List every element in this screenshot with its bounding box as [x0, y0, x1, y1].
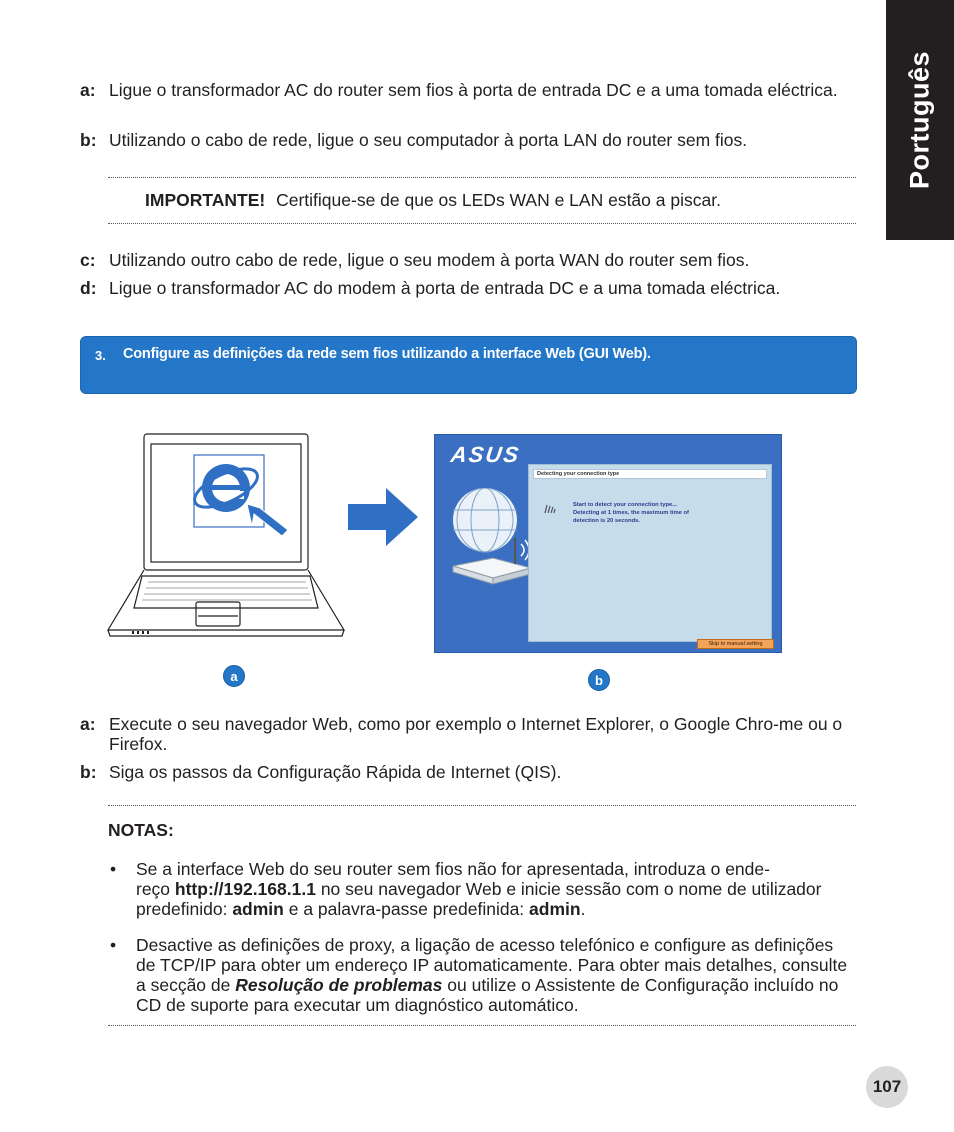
skip-manual-setting-button[interactable]: Skip to manual setting	[697, 639, 774, 649]
step-b-lan	[80, 130, 860, 150]
divider	[108, 177, 856, 178]
step-3-title: Configure as definições da rede sem fios utilizando a interface Web (GUI Web).	[123, 346, 651, 362]
step-label: a:	[80, 80, 96, 100]
step-c-wan	[80, 250, 860, 270]
detection-line: Detecting at 1 times, the maximum time of	[573, 510, 689, 516]
step-text: Utilizando outro cabo de rede, ligue o seu modem à porta WAN do router sem fios.	[109, 250, 750, 270]
step-label: c:	[80, 250, 96, 270]
page-number: 107	[866, 1066, 908, 1108]
laptop-illustration	[104, 430, 350, 642]
bullet: •	[110, 935, 117, 955]
divider	[108, 1025, 856, 1026]
step-text: Utilizando o cabo de rede, ligue o seu computador à porta LAN do router sem fios.	[109, 130, 748, 150]
bullet: •	[110, 859, 117, 879]
figure-badge-a: a	[223, 665, 245, 687]
loading-spinner-icon	[543, 503, 557, 515]
important-label: IMPORTANTE!	[145, 190, 266, 210]
router-url: http://192.168.1.1	[174, 879, 316, 899]
language-tab	[886, 0, 954, 240]
detection-line: detection is 20 seconds.	[573, 518, 641, 524]
default-password: admin	[529, 899, 581, 919]
note-web-interface	[108, 859, 856, 919]
note-text: Desactive as definições de proxy, a ligação de acesso telefónico e configure as definições de TCP/IP para obter um endereço IP automaticamente. Para obter mais detalhes, consulte a secção de Resolução de problemas ou utilize o Assistente de Configuração incluído no CD de suporte para executar um diagnóstico automático.	[136, 935, 848, 1015]
detection-line: Start to detect your connection type...	[573, 502, 678, 508]
note-text: Se a interface Web do seu router sem fios não for apresentada, introduza o ende- reço http://192.168.1.1 no seu navegador Web e inicie sessão com o nome de utilizador predefinido: admin e a palavra-passe predefinida: admin.	[136, 859, 822, 919]
step-label: b:	[80, 762, 97, 782]
step-a-power	[80, 80, 860, 100]
step-text: Execute o seu navegador Web, como por exemplo o Internet Explorer, o Google Chro-me ou o Firefox.	[109, 714, 843, 754]
step-3-number: 3.	[95, 348, 106, 363]
step-d-modem-power	[80, 278, 860, 298]
language-tab-label: Português	[904, 50, 935, 190]
step-text: Siga os passos da Configuração Rápida de Internet (QIS).	[109, 762, 562, 782]
figure-badge-b: b	[588, 669, 610, 691]
troubleshooting-section-ref: Resolução de problemas	[235, 975, 443, 995]
detection-panel-header: Detecting your connection type	[533, 469, 767, 479]
asus-logo: ASUS	[449, 442, 522, 467]
important-note	[145, 190, 721, 210]
step-b-qis	[80, 762, 860, 782]
default-username: admin	[232, 899, 284, 919]
divider	[108, 805, 856, 806]
cursor-arrow-icon	[247, 504, 288, 536]
router-web-ui-screenshot	[434, 434, 782, 653]
important-text: Certifique-se de que os LEDs WAN e LAN estão a piscar.	[276, 190, 721, 210]
step-a-browser	[80, 714, 860, 754]
step-label: d:	[80, 278, 97, 298]
step-text: Ligue o transformador AC do router sem fios à porta de entrada DC e a uma tomada eléctrica.	[109, 80, 838, 100]
step-label: b:	[80, 130, 97, 150]
right-arrow-icon	[346, 486, 420, 548]
globe-router-icon	[445, 488, 535, 588]
note-proxy-settings	[108, 935, 856, 1015]
step-text: Ligue o transformador AC do modem à porta de entrada DC e a uma tomada eléctrica.	[109, 278, 781, 298]
notes-title: NOTAS:	[108, 820, 174, 840]
detection-message	[573, 501, 689, 525]
step-label: a:	[80, 714, 96, 734]
detection-panel	[528, 464, 772, 642]
step-3-banner	[80, 336, 857, 394]
divider	[108, 223, 856, 224]
